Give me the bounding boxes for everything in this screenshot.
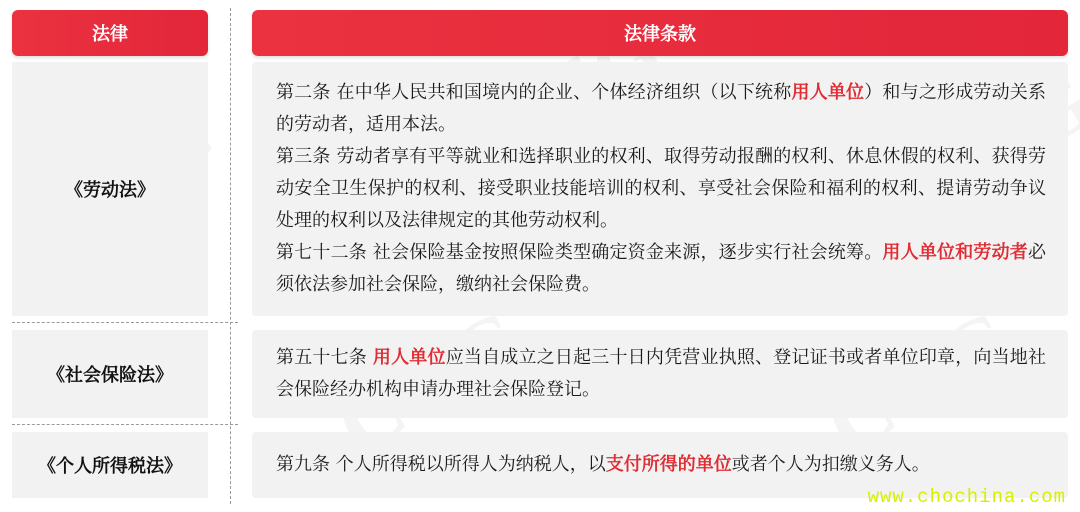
clause-cell-labor-law bbox=[252, 62, 1068, 316]
clause-cell-social-insurance-law bbox=[252, 330, 1068, 418]
law-name-labor-law: 《劳动法》 bbox=[12, 62, 208, 316]
highlighted-term: 用人单位 bbox=[791, 82, 865, 103]
clause-paragraph bbox=[276, 77, 1046, 141]
clause-text: 必须依法参加社会保险，缴纳社会保险费。 bbox=[276, 242, 1046, 295]
header-clause: 法律条款 bbox=[252, 10, 1068, 56]
clause-text: 第九条 个人所得税以所得人为纳税人，以 bbox=[276, 454, 606, 475]
column-divider bbox=[230, 8, 231, 504]
clause-text: 第二条 在中华人民共和国境内的企业、个体经济组织（以下统称 bbox=[276, 82, 792, 103]
row-divider bbox=[12, 322, 238, 323]
clause-text: 或者个人为扣缴义务人。 bbox=[731, 454, 930, 475]
clause-text: 第七十二条 社会保险基金按照保险类型确定资金来源，逐步实行社会统筹。 bbox=[276, 242, 883, 263]
highlighted-term: 用人单位 bbox=[372, 347, 446, 368]
law-name-social-insurance-law: 《社会保险法》 bbox=[12, 330, 208, 418]
row-divider bbox=[12, 424, 238, 425]
clause-paragraph bbox=[276, 342, 1046, 406]
clause-text: 第三条 劳动者享有平等就业和选择职业的权利、取得劳动报酬的权利、休息休假的权利、获得劳动安全卫生保护的权利、接受职业技能培训的权利、享受社会保险和福利的权利、提请劳动争议处理的权利以及法律规定的其他劳动权利。 bbox=[276, 146, 1046, 231]
clause-paragraph bbox=[276, 237, 1046, 301]
clause-paragraph bbox=[276, 141, 1046, 237]
clause-text: 第五十七条 bbox=[276, 347, 373, 368]
clause-text: 应当自成立之日起三十日内凭营业执照、登记证书或者单位印章，向当地社会保险经办机构申请办理社会保险登记。 bbox=[276, 347, 1046, 400]
clause-text: ）和与之形成劳动关系的劳动者，适用本法。 bbox=[276, 82, 1047, 135]
clause-paragraph bbox=[276, 449, 1046, 481]
highlighted-term: 用人单位和劳动者 bbox=[882, 242, 1028, 263]
highlighted-term: 支付所得的单位 bbox=[605, 454, 732, 475]
law-name-individual-income-tax-law: 《个人所得税法》 bbox=[12, 432, 208, 498]
header-law: 法律 bbox=[12, 10, 208, 56]
site-watermark-url: www.chochina.com bbox=[867, 486, 1066, 508]
